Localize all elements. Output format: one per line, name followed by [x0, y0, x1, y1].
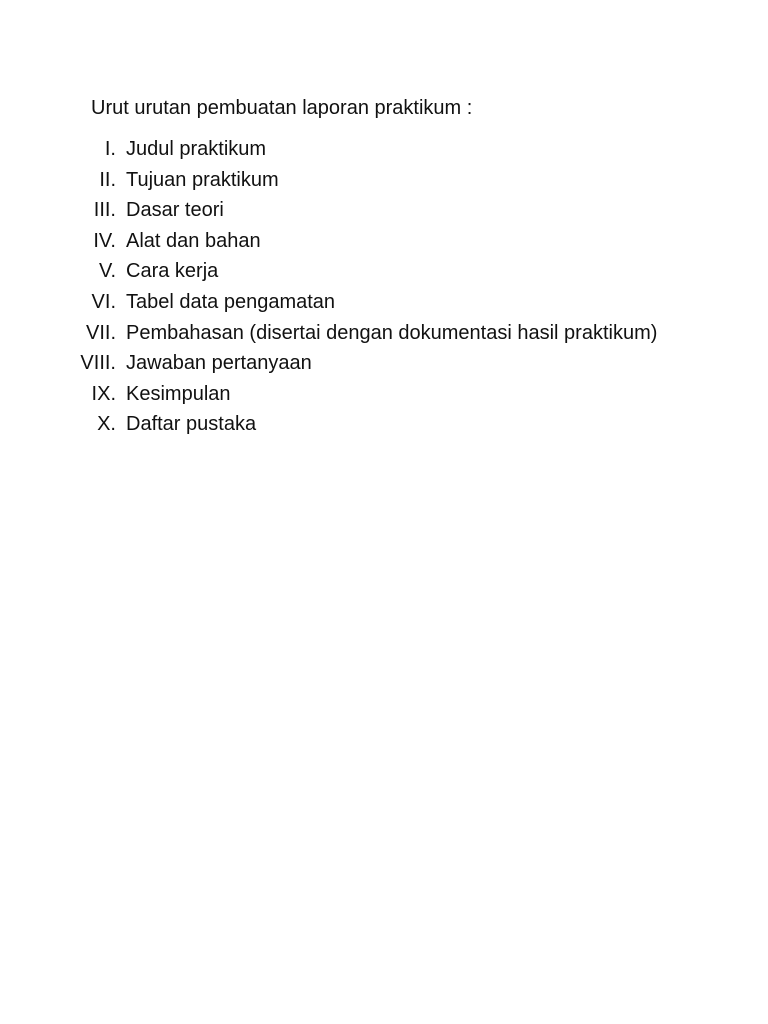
list-item-text: Alat dan bahan [126, 229, 261, 252]
list-item-numeral: VI. [91, 290, 116, 313]
list-item [60, 226, 680, 257]
list-item-numeral: X. [97, 413, 116, 436]
list-item-text: Kesimpulan [126, 382, 231, 405]
document-heading: Urut urutan pembuatan laporan praktikum : [91, 97, 473, 119]
list-item-text: Pembahasan (disertai dengan dokumentasi hasil praktikum) [126, 321, 658, 344]
list-item-numeral: IV. [93, 229, 116, 252]
list-item [60, 318, 680, 349]
list-item-numeral: VII. [85, 321, 116, 344]
list-item-text: Tabel data pengamatan [126, 290, 336, 313]
list-item-text: Jawaban pertanyaan [126, 352, 312, 375]
list-item [60, 256, 680, 287]
list-item-text: Daftar pustaka [126, 413, 257, 436]
list-item-text: Tujuan praktikum [126, 168, 279, 191]
list-item-numeral: V. [98, 260, 116, 283]
procedure-list [60, 134, 680, 440]
list-item-text: Cara kerja [126, 260, 219, 283]
list-item-numeral: III. [93, 199, 116, 222]
list-item-numeral: I. [104, 138, 116, 160]
list-item-numeral: IX. [91, 382, 116, 405]
list-item-numeral: II. [99, 168, 116, 191]
list-item [60, 348, 680, 379]
list-item [60, 165, 680, 196]
list-item-text: Judul praktikum [126, 138, 267, 160]
list-item [60, 379, 680, 410]
list-item [60, 409, 680, 440]
list-item-numeral: VIII. [80, 352, 116, 375]
list-item [60, 287, 680, 318]
list-item [60, 195, 680, 226]
list-item-text: Dasar teori [126, 199, 224, 222]
list-item [60, 134, 680, 165]
